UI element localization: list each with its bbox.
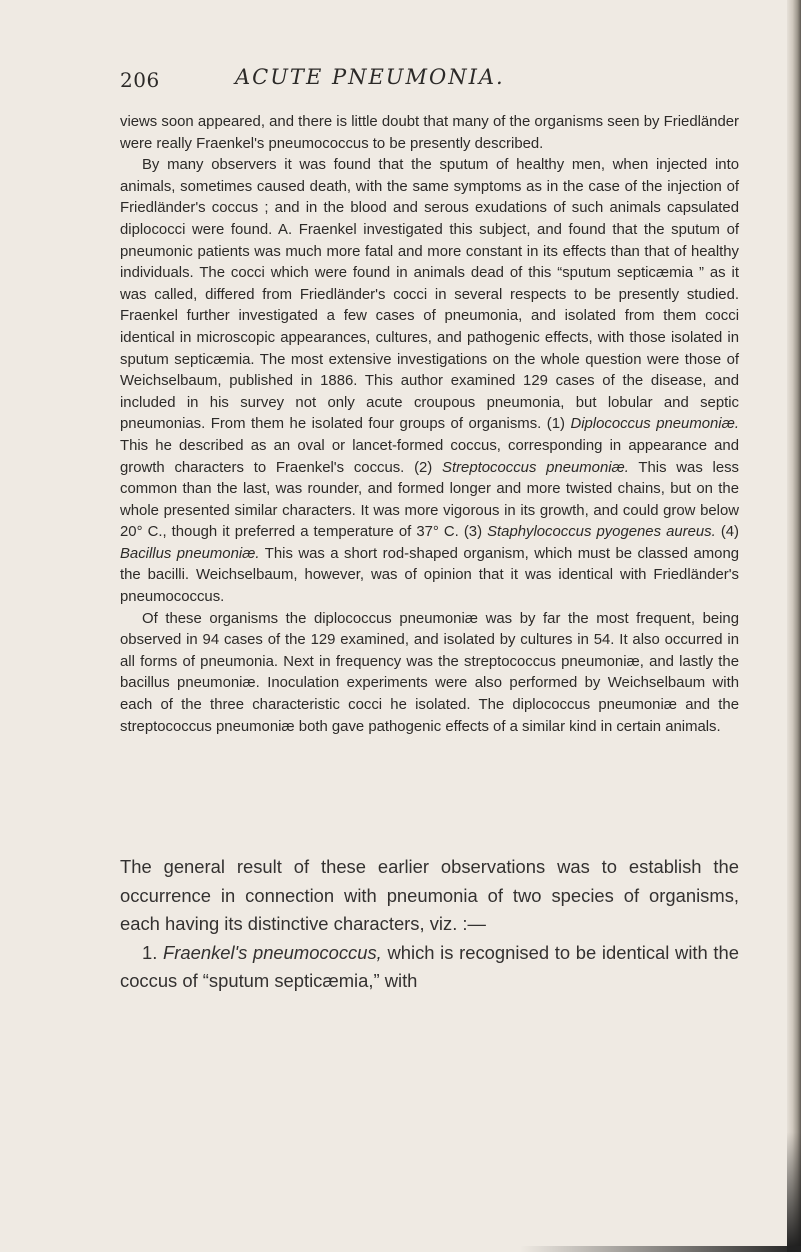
body-text (120, 112, 739, 738)
paragraph-2-text-b: This he described as an oval or lancet-formed coccus, corresponding in appearance and growth characters to Fraenkel's coccus. (2) (120, 437, 739, 476)
page-header (120, 50, 720, 90)
organism-diplococcus: Diplococcus pneumoniæ. (570, 416, 739, 433)
page-number: 206 (120, 68, 160, 92)
organism-streptococcus: Streptococcus pneumoniæ. (442, 459, 629, 476)
paragraph-2-text-c: This was less common than the last, was rounder, and formed longer and more twisted chains, but on the whole presented similar characters. It was more vigorous in its growth, and could grow below 20° C., though it preferred a temperature of 37° C. (3) (120, 459, 739, 541)
page-edge-shadow (787, 0, 801, 1252)
running-title: ACUTE PNEUMONIA. (235, 65, 505, 89)
paragraph-2-text-a: By many observers it was found that the sputum of healthy men, when injected into animals, sometimes caused death, with the same symptoms as in the case of the injection of Friedländer's coccus ; and in the blood and serous exudations of such animals capsulated diplococci were found. A. Fraenkel investigated this subject, and found that the sputum of pneumonic patients was much more fatal and more constant in its effects than that of healthy individuals. The cocci which were found in animals dead of this “sputum septicæmia ” as it was called, differed from Friedländer's cocci in several respects to be presently studied. Fraenkel further investigated a few cases of pneumonia, and isolated from them cocci identical in microscopic appearances, cultures, and pathogenic effects, with those isolated in sputum septicæmia. The most extensive investigations on the whole question were those of Weichselbaum, published in 1886. This author examined 129 cases of the disease, and included in his survey not only acute croupous pneumonia, but lobular and septic pneumonias. From them he isolated four groups of organisms. (1) (120, 157, 739, 433)
paragraph-1: views soon appeared, and there is little doubt that many of the organisms seen by Friedländer were really Fraenkel's pneumococcus to be presently described. (120, 114, 739, 152)
organism-bacillus: Bacillus pneumoniæ. (120, 545, 260, 562)
paragraph-3: Of these organisms the diplococcus pneumoniæ was by far the most frequent, being observed in 94 cases of the 129 examined, and isolated by cultures in 54. It also occurred in all forms of pneumonia. Next in frequency was the streptococcus pneumoniæ, and lastly the bacillus pneumoniæ. Inoculation experiments were also performed by Weichselbaum with each of the three characteristic cocci he isolated. The diplococcus pneumoniæ and the streptococcus pneumoniæ both gave pathogenic effects of a similar kind in certain animals. (120, 610, 739, 735)
large-paragraph-2-text: which is recognised to be identical with the coccus of “sputum septicæmia,” with (120, 941, 739, 992)
large-paragraph-2 (120, 939, 739, 996)
large-paragraph-1: The general result of these earlier observations was to establish the occurrence in connection with pneumonia of two species of organisms, each having its distinctive characters, viz. :— (120, 856, 739, 935)
large-type-section (120, 853, 739, 996)
bottom-edge-shadow (520, 1246, 801, 1252)
paragraph-2-text-e: This was a short rod-shaped organism, which must be classed among the bacilli. Weichselbaum, however, was of opinion that it was identical with Friedländer's pneumococcus. (120, 545, 740, 606)
paragraph-2 (120, 155, 739, 608)
organism-fraenkel-pneumococcus: Fraenkel's pneumococcus, (163, 941, 382, 963)
paragraph-2-text-d: (4) (720, 524, 740, 541)
list-number: 1. (142, 941, 158, 963)
organism-staphylococcus: Staphylococcus pyogenes aureus. (487, 524, 716, 541)
